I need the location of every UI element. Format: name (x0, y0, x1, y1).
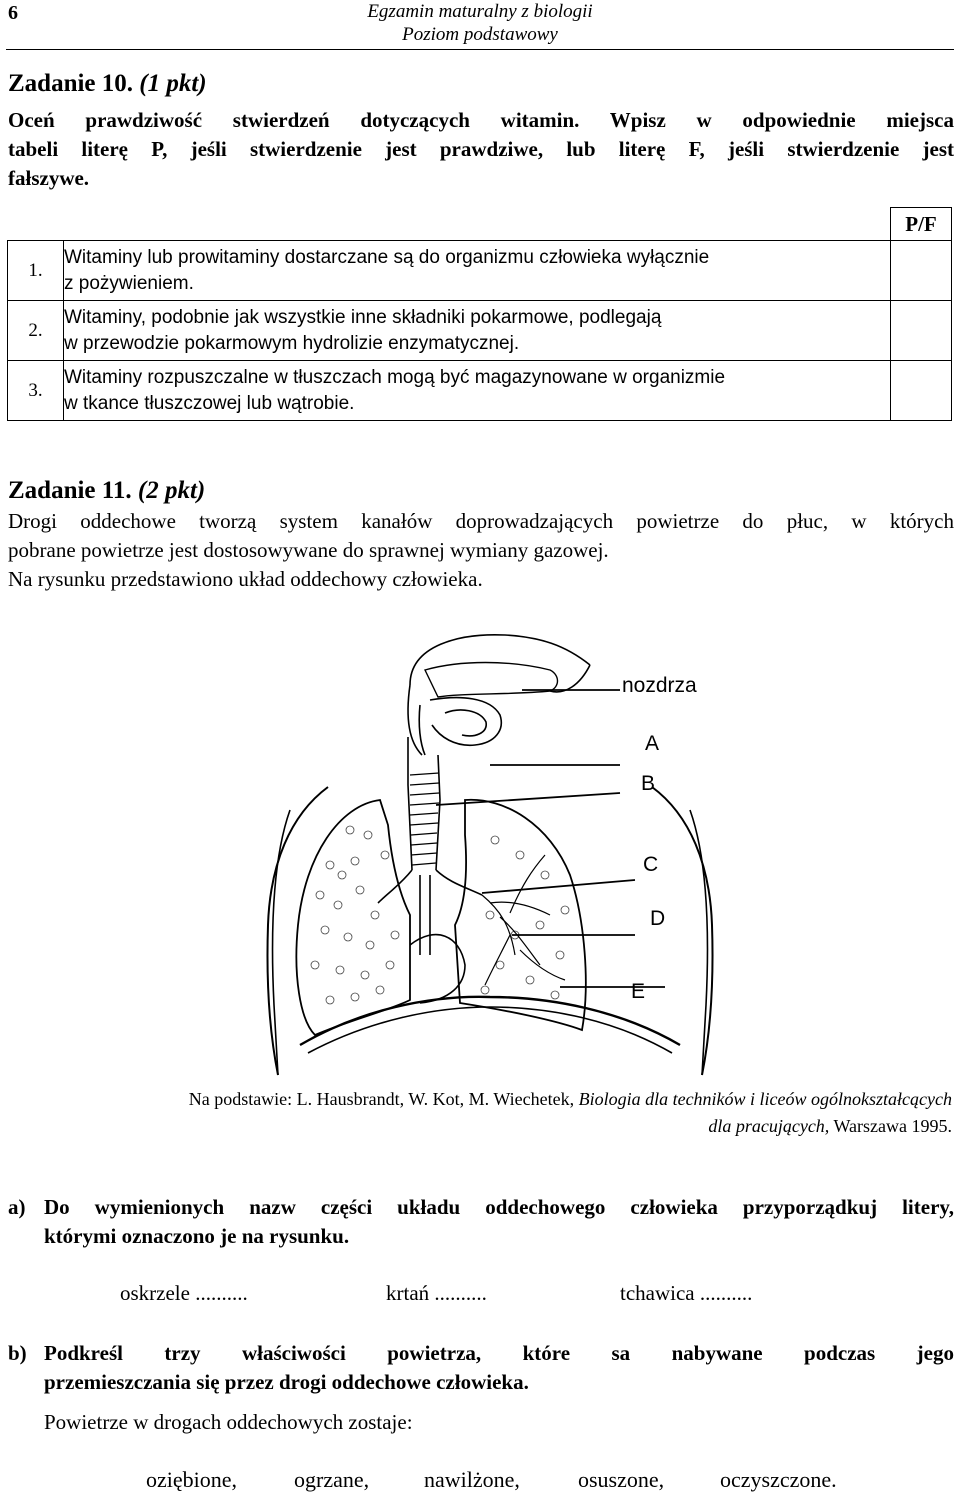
label-d: D (650, 907, 666, 930)
question-a: a) Do wymienionych nazw części układu oddechowego człowieka przyporządkuj litery, którymi oznaczono je na rysunku. (8, 1195, 954, 1248)
option-dried[interactable]: osuszone, (578, 1467, 665, 1492)
option-warmed[interactable]: ogrzane, (294, 1467, 370, 1492)
blank-bronchi[interactable]: oskrzele .......... (120, 1281, 248, 1305)
label-a: A (645, 732, 660, 755)
answer-cell-3[interactable] (891, 361, 952, 421)
option-cleaned[interactable]: oczyszczone. (720, 1467, 837, 1492)
header-title: Egzamin maturalny z biologii (367, 1, 593, 22)
task-11-heading: Zadanie 11. (2 pkt) (8, 477, 206, 504)
statement-text: Witaminy, podobnie jak wszystkie inne składniki pokarmowe, podlegają w przewodzie pokarmowym hydrolizie enzymatycznej. (64, 301, 891, 361)
header-subtitle: Poziom podstawowy (402, 24, 558, 45)
table-row (8, 241, 952, 301)
figure-source: Na podstawie: L. Hausbrandt, W. Kot, M. Wiechetek, Biologia dla techników i liceów ogólnokształcących dla pracujących, Warszawa 1995. (188, 1089, 952, 1136)
answer-cell-1[interactable] (891, 241, 952, 301)
option-humidified[interactable]: nawilżone, (424, 1467, 520, 1492)
label-nostril: nozdrza (622, 674, 697, 697)
question-b: b) Podkreśl trzy właściwości powietrza, które sa nabywane podczas jego przemieszczania się przez drogi oddechowe człowieka. (8, 1341, 954, 1394)
row-number: 3. (8, 361, 64, 421)
blank-larynx[interactable]: krtań .......... (386, 1281, 487, 1305)
table-row (8, 361, 952, 421)
question-b-letter: b) (8, 1341, 27, 1365)
statement-text: Witaminy rozpuszczalne w tłuszczach mogą być magazynowane w organizmie w tkance tłuszczowej lub wątrobie. (64, 361, 891, 421)
blank-trachea[interactable]: tchawica .......... (620, 1281, 753, 1305)
pf-column-header: P/F (891, 208, 952, 241)
header-divider (6, 49, 954, 50)
statement-text: Witaminy lub prowitaminy dostarczane są do organizmu człowieka wyłącznie z pożywieniem. (64, 241, 891, 301)
true-false-table (7, 207, 952, 421)
option-cooled[interactable]: oziębione, (146, 1467, 238, 1492)
task-10-instruction: Oceń prawdziwość stwierdzeń dotyczących witamin. Wpisz w odpowiednie miejsca tabeli literę P, jeśli stwierdzenie jest prawdziwe, lub literę F, jeśli stwierdzenie jest fałszywe. (8, 108, 954, 190)
part-b-prompt: Powietrze w drogach oddechowych zostaje: (44, 1410, 413, 1434)
table-row (8, 301, 952, 361)
row-number: 1. (8, 241, 64, 301)
answer-cell-2[interactable] (891, 301, 952, 361)
task-10-heading: Zadanie 10. (1 pkt) (8, 70, 207, 97)
label-e: E (631, 980, 646, 1003)
page-number: 6 (8, 2, 18, 24)
task-11-intro: Drogi oddechowe tworzą system kanałów doprowadzających powietrze do płuc, w których pobrane powietrze jest dostosowywane do sprawnej wymiany gazowej. Na rysunku przedstawiono układ oddechowy człowieka. (8, 509, 954, 591)
label-c: C (643, 853, 659, 876)
row-number: 2. (8, 301, 64, 361)
label-b: B (641, 772, 656, 795)
question-a-letter: a) (8, 1195, 26, 1219)
